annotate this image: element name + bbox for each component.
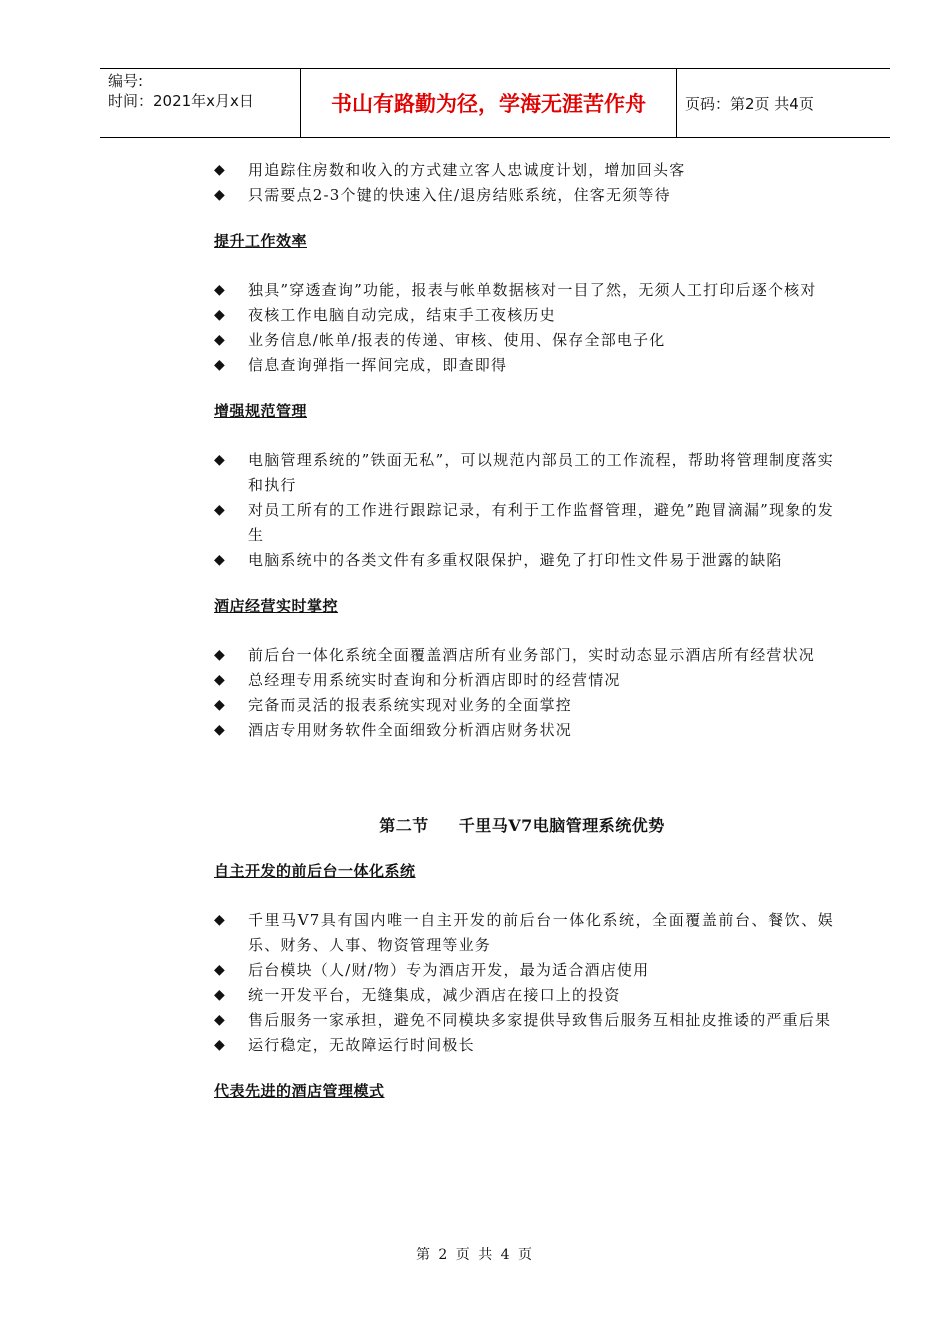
document-body bbox=[214, 158, 834, 1104]
diamond-bullet-icon: ◆ bbox=[214, 187, 226, 203]
diamond-bullet-icon: ◆ bbox=[214, 912, 226, 928]
diamond-bullet-icon: ◆ bbox=[214, 987, 226, 1003]
number-label: 编号: bbox=[108, 72, 144, 90]
section-list bbox=[214, 208, 834, 743]
diamond-bullet-icon: ◆ bbox=[214, 282, 226, 298]
chapter-number: 第二节 bbox=[379, 816, 429, 835]
list-item bbox=[214, 693, 834, 718]
diamond-bullet-icon: ◆ bbox=[214, 307, 226, 323]
diamond-bullet-icon: ◆ bbox=[214, 332, 226, 348]
list-item bbox=[214, 353, 834, 378]
list-item bbox=[214, 958, 834, 983]
list-item-text: 信息查询弹指一挥间完成，即查即得 bbox=[248, 356, 508, 374]
header-meta bbox=[100, 69, 301, 137]
list-item-text: 业务信息/帐单/报表的传递、审核、使用、保存全部电子化 bbox=[248, 331, 666, 349]
list-item-text: 后台模块（人/财/物）专为酒店开发，最为适合酒店使用 bbox=[248, 961, 650, 979]
list-item-text: 用追踪住房数和收入的方式建立客人忠诚度计划，增加回头客 bbox=[248, 161, 686, 179]
list-item bbox=[214, 183, 834, 208]
header-page-info: 页码：第2页 共4页 bbox=[685, 94, 814, 113]
list-item-text: 夜核工作电脑自动完成，结束手工夜核历史 bbox=[248, 306, 556, 324]
list-item-text: 总经理专用系统实时查询和分析酒店即时的经营情况 bbox=[248, 671, 621, 689]
diamond-bullet-icon: ◆ bbox=[214, 502, 226, 518]
page-header bbox=[100, 68, 890, 138]
chapter-heading bbox=[210, 813, 834, 838]
time-label: 时间：2021年x月x日 bbox=[108, 92, 254, 110]
list-item-text: 完备而灵活的报表系统实现对业务的全面掌控 bbox=[248, 696, 573, 714]
diamond-bullet-icon: ◆ bbox=[214, 647, 226, 663]
header-motto: 书山有路勤为径，学海无涯苦作舟 bbox=[301, 69, 677, 137]
diamond-bullet-icon: ◆ bbox=[214, 357, 226, 373]
diamond-bullet-icon: ◆ bbox=[214, 722, 226, 738]
section-heading: 自主开发的前后台一体化系统 bbox=[214, 862, 416, 880]
list-item-text: 售后服务一家承担，避免不同模块多家提供导致售后服务互相扯皮推诿的严重后果 bbox=[248, 1011, 832, 1029]
list-item bbox=[214, 668, 834, 693]
list-item bbox=[214, 643, 834, 668]
section-heading: 增强规范管理 bbox=[214, 402, 308, 420]
page-footer: 第 2 页 共 4 页 bbox=[415, 1247, 535, 1263]
list-item-text: 酒店专用财务软件全面细致分析酒店财务状况 bbox=[248, 721, 573, 739]
list-item-text: 对员工所有的工作进行跟踪记录，有利于工作监督管理，避免”跑冒滴漏”现象的发生 bbox=[248, 501, 834, 544]
list-item-text: 前后台一体化系统全面覆盖酒店所有业务部门，实时动态显示酒店所有经营状况 bbox=[248, 646, 816, 664]
section-heading: 酒店经营实时掌控 bbox=[214, 597, 339, 615]
list-item bbox=[214, 158, 834, 183]
section-list-2 bbox=[214, 859, 834, 1104]
chapter-title: 千里马V7电脑管理系统优势 bbox=[458, 816, 665, 835]
intro-bullet-list bbox=[214, 158, 834, 208]
diamond-bullet-icon: ◆ bbox=[214, 672, 226, 688]
list-item bbox=[214, 303, 834, 328]
list-item-text: 电脑管理系统的”铁面无私”，可以规范内部员工的工作流程，帮助将管理制度落实和执行 bbox=[248, 451, 834, 494]
list-item bbox=[214, 908, 834, 958]
diamond-bullet-icon: ◆ bbox=[214, 962, 226, 978]
section-heading: 代表先进的酒店管理模式 bbox=[214, 1082, 385, 1100]
list-item bbox=[214, 1033, 834, 1058]
list-item-text: 统一开发平台，无缝集成，减少酒店在接口上的投资 bbox=[248, 986, 621, 1004]
list-item-text: 运行稳定，无故障运行时间极长 bbox=[248, 1036, 475, 1054]
list-item bbox=[214, 718, 834, 743]
list-item bbox=[214, 448, 834, 498]
list-item bbox=[214, 328, 834, 353]
list-item bbox=[214, 1008, 834, 1033]
diamond-bullet-icon: ◆ bbox=[214, 697, 226, 713]
diamond-bullet-icon: ◆ bbox=[214, 552, 226, 568]
section-heading: 提升工作效率 bbox=[214, 232, 308, 250]
list-item bbox=[214, 498, 834, 548]
diamond-bullet-icon: ◆ bbox=[214, 1012, 226, 1028]
list-item bbox=[214, 983, 834, 1008]
list-item bbox=[214, 548, 834, 573]
diamond-bullet-icon: ◆ bbox=[214, 162, 226, 178]
list-item-text: 千里马V7具有国内唯一自主开发的前后台一体化系统，全面覆盖前台、餐饮、娱乐、财务、人事、物资管理等业务 bbox=[248, 911, 834, 954]
list-item bbox=[214, 278, 834, 303]
diamond-bullet-icon: ◆ bbox=[214, 452, 226, 468]
diamond-bullet-icon: ◆ bbox=[214, 1037, 226, 1053]
list-item-text: 电脑系统中的各类文件有多重权限保护，避免了打印性文件易于泄露的缺陷 bbox=[248, 551, 783, 569]
list-item-text: 独具”穿透查询”功能，报表与帐单数据核对一目了然，无须人工打印后逐个核对 bbox=[248, 281, 817, 299]
list-item-text: 只需要点2-3个键的快速入住/退房结账系统，住客无须等待 bbox=[248, 186, 671, 204]
